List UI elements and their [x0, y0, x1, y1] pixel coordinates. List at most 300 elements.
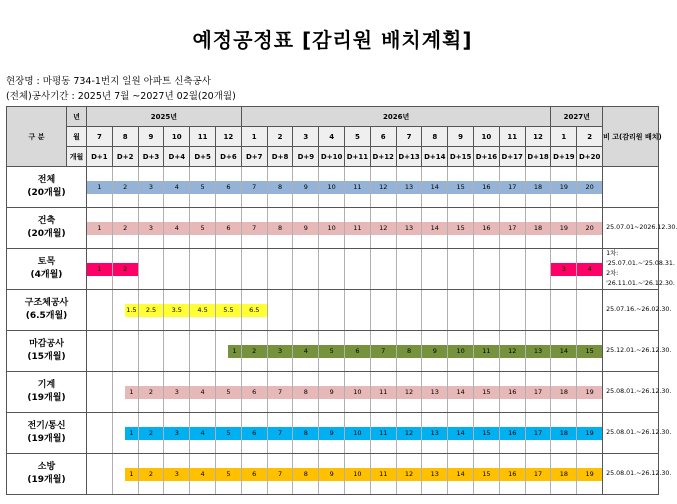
month-cell: [448, 372, 474, 413]
period-header: D+19: [551, 147, 577, 167]
month-cell: [345, 331, 371, 372]
schedule-bar-segment: 3: [268, 345, 293, 358]
period-header: D+18: [525, 147, 551, 167]
schedule-bar-segment: 8: [268, 181, 293, 194]
month-cell: [499, 454, 525, 495]
month-cell: [474, 249, 500, 290]
month-cell: [87, 167, 113, 208]
month-cell: [190, 331, 216, 372]
period-header: D+20: [577, 147, 603, 167]
month-cell: [293, 249, 319, 290]
month-cell: [164, 208, 190, 249]
month-cell: [241, 208, 267, 249]
month-cell: [319, 372, 345, 413]
schedule-bar-segment: 15: [474, 386, 499, 399]
month-header: 1: [551, 127, 577, 147]
month-cell: [267, 208, 293, 249]
schedule-bar-segment: 2: [242, 345, 267, 358]
month-cell: [215, 372, 241, 413]
month-cell: [551, 167, 577, 208]
period-header: D+9: [293, 147, 319, 167]
month-cell: [396, 372, 422, 413]
month-cell: [267, 331, 293, 372]
schedule-bar-segment: 1: [87, 263, 112, 276]
month-cell: [525, 413, 551, 454]
period-header: D+13: [396, 147, 422, 167]
month-cell: [577, 167, 603, 208]
month-cell: [190, 454, 216, 495]
month-cell: [422, 454, 448, 495]
month-cell: [370, 331, 396, 372]
month-header: 8: [112, 127, 138, 147]
month-cell: [422, 208, 448, 249]
month-cell: [241, 249, 267, 290]
row-note: [603, 413, 672, 454]
period-header: D+15: [448, 147, 474, 167]
month-cell: [241, 413, 267, 454]
schedule-bar-segment: 8: [293, 386, 318, 399]
schedule-row: [7, 167, 659, 208]
month-cell: [112, 208, 138, 249]
schedule-bar-segment: 5: [216, 468, 241, 481]
schedule-bar-segment: 1: [125, 468, 137, 481]
month-cell: [448, 167, 474, 208]
month-cell: [215, 290, 241, 331]
period-header: D+17: [499, 147, 525, 167]
month-cell: [241, 290, 267, 331]
schedule-bar-segment: 16: [474, 181, 499, 194]
row-name: 소방: [37, 462, 56, 472]
row-duration: (20개월): [27, 229, 66, 239]
month-cell: [241, 167, 267, 208]
schedule-bar-segment: 17: [526, 468, 551, 481]
schedule-bar-segment: 11: [345, 222, 370, 235]
month-cell: [551, 372, 577, 413]
schedule-bar-segment: 2: [139, 427, 164, 440]
schedule-bar-segment: 4: [164, 181, 189, 194]
schedule-bar-segment: 2: [113, 222, 138, 235]
schedule-bar-segment: 1: [125, 427, 137, 440]
month-cell: [525, 167, 551, 208]
month-cell: [138, 413, 164, 454]
month-cell: [345, 413, 371, 454]
schedule-bar-segment: 3: [139, 222, 164, 235]
month-cell: [551, 249, 577, 290]
month-cell: [370, 454, 396, 495]
month-cell: [138, 249, 164, 290]
schedule-bar-segment: 12: [500, 345, 525, 358]
schedule-bar-segment: 17: [500, 181, 525, 194]
schedule-bar-segment: 3: [139, 181, 164, 194]
period-header: D+1: [87, 147, 113, 167]
row-category: [7, 413, 87, 454]
month-cell: [138, 208, 164, 249]
period-header: D+14: [422, 147, 448, 167]
row-duration: (19개월): [27, 434, 66, 444]
month-cell: [112, 372, 138, 413]
schedule-bar-segment: 9: [422, 345, 447, 358]
row-name: 건축: [37, 216, 56, 226]
month-cell: [422, 290, 448, 331]
schedule-bar-segment: 14: [448, 386, 473, 399]
month-cell: [215, 413, 241, 454]
note-line: 1차: '25.07.01.~'25.08.31.: [606, 250, 675, 267]
period-header: D+12: [370, 147, 396, 167]
month-cell: [370, 290, 396, 331]
month-cell: [499, 413, 525, 454]
month-cell: [525, 454, 551, 495]
period-header: D+16: [474, 147, 500, 167]
schedule-bar-segment: 12: [397, 468, 422, 481]
month-cell: [138, 290, 164, 331]
schedule-bar-segment: 6: [345, 345, 370, 358]
schedule-bar-segment: 3: [551, 263, 576, 276]
month-cell: [499, 208, 525, 249]
month-cell: [215, 167, 241, 208]
month-cell: [551, 454, 577, 495]
period-header: D+6: [215, 147, 241, 167]
month-header: 1: [241, 127, 267, 147]
month-header: 4: [319, 127, 345, 147]
month-cell: [577, 372, 603, 413]
note-line: 25.07.16.~26.02.30.: [606, 306, 672, 313]
schedule-bar-segment: 7: [268, 386, 293, 399]
month-cell: [551, 413, 577, 454]
schedule-bar-segment: 12: [397, 427, 422, 440]
month-cell: [551, 208, 577, 249]
schedule-bar-segment: 12: [371, 181, 396, 194]
month-cell: [293, 454, 319, 495]
schedule-bar-segment: 16: [500, 386, 525, 399]
schedule-bar-segment: 4: [190, 386, 215, 399]
schedule-bar-segment: 4.5: [190, 304, 215, 317]
month-cell: [345, 454, 371, 495]
schedule-bar-segment: 18: [551, 468, 576, 481]
month-header: 10: [474, 127, 500, 147]
schedule-bar-segment: 5: [319, 345, 344, 358]
schedule-bar-segment: 3.5: [164, 304, 189, 317]
month-cell: [87, 372, 113, 413]
schedule-bar-segment: 12: [371, 222, 396, 235]
period-header: D+10: [319, 147, 345, 167]
schedule-bar-segment: 18: [551, 427, 576, 440]
schedule-bar-segment: 6: [242, 468, 267, 481]
month-cell: [319, 167, 345, 208]
schedule-bar-segment: 3: [164, 468, 189, 481]
period-label: 개월: [67, 147, 87, 167]
year-label: 년: [67, 107, 87, 127]
schedule-bar-segment: 11: [345, 181, 370, 194]
month-cell: [370, 167, 396, 208]
month-cell: [422, 167, 448, 208]
period-header: D+4: [164, 147, 190, 167]
schedule-row: [7, 290, 659, 331]
schedule-bar-segment: 19: [551, 181, 576, 194]
schedule-bar-segment: 17: [526, 386, 551, 399]
month-cell: [551, 290, 577, 331]
schedule-bar-segment: 18: [526, 181, 551, 194]
schedule-bar-segment: 15: [448, 222, 473, 235]
month-cell: [474, 208, 500, 249]
month-cell: [370, 372, 396, 413]
month-cell: [499, 167, 525, 208]
month-cell: [577, 290, 603, 331]
month-header: 3: [293, 127, 319, 147]
month-cell: [138, 331, 164, 372]
year-header: 2027년: [551, 107, 603, 127]
schedule-bar-segment: 18: [551, 386, 576, 399]
schedule-bar-segment: 7: [242, 181, 267, 194]
month-cell: [112, 454, 138, 495]
month-cell: [164, 331, 190, 372]
month-cell: [241, 454, 267, 495]
schedule-bar-segment: 9: [319, 427, 344, 440]
month-header: 6: [370, 127, 396, 147]
schedule-row: [7, 372, 659, 413]
month-cell: [448, 454, 474, 495]
month-header: 8: [422, 127, 448, 147]
month-cell: [370, 208, 396, 249]
month-header: 5: [345, 127, 371, 147]
schedule-bar-segment: 8: [293, 468, 318, 481]
month-cell: [396, 208, 422, 249]
month-cell: [164, 249, 190, 290]
month-cell: [319, 454, 345, 495]
row-duration: (4개월): [30, 270, 63, 280]
schedule-bar-segment: 11: [474, 345, 499, 358]
schedule-bar-segment: 7: [371, 345, 396, 358]
month-cell: [293, 372, 319, 413]
month-cell: [448, 413, 474, 454]
month-cell: [577, 331, 603, 372]
month-cell: [87, 331, 113, 372]
schedule-bar-segment: 14: [551, 345, 576, 358]
note-line: 2차: '26.11.01.~'26.12.30.: [606, 270, 675, 287]
period-header: D+3: [138, 147, 164, 167]
month-cell: [448, 249, 474, 290]
row-category: [7, 331, 87, 372]
row-note: [603, 290, 672, 331]
month-cell: [345, 249, 371, 290]
schedule-bar-segment: 10: [345, 427, 370, 440]
month-cell: [87, 413, 113, 454]
row-category: [7, 167, 87, 208]
month-cell: [525, 249, 551, 290]
schedule-bar-segment: 4: [577, 263, 602, 276]
month-header: 7: [87, 127, 113, 147]
schedule-bar-segment: 3: [164, 427, 189, 440]
month-header: 2: [577, 127, 603, 147]
note-line: 25.08.01.~26.12.30.: [606, 470, 672, 477]
month-cell: [319, 290, 345, 331]
month-cell: [241, 331, 267, 372]
schedule-bar-segment: 7: [242, 222, 267, 235]
schedule-bar-segment: 18: [526, 222, 551, 235]
schedule-bar-segment: 1: [87, 222, 112, 235]
schedule-bar-segment: 13: [422, 386, 447, 399]
schedule-bar-segment: 6.5: [242, 304, 267, 317]
row-duration: (19개월): [27, 475, 66, 485]
month-cell: [345, 290, 371, 331]
month-cell: [267, 167, 293, 208]
schedule-bar-segment: 9: [293, 181, 318, 194]
schedule-bar-segment: 9: [293, 222, 318, 235]
month-header: 2: [267, 127, 293, 147]
schedule-bar-segment: 2: [139, 468, 164, 481]
month-cell: [293, 290, 319, 331]
schedule-bar-segment: 19: [551, 222, 576, 235]
schedule-bar-segment: 20: [577, 181, 602, 194]
month-cell: [138, 167, 164, 208]
month-cell: [112, 413, 138, 454]
month-cell: [474, 290, 500, 331]
month-cell: [87, 290, 113, 331]
month-cell: [577, 454, 603, 495]
schedule-bar-segment: 10: [345, 386, 370, 399]
month-header: 11: [499, 127, 525, 147]
schedule-bar-segment: 15: [448, 181, 473, 194]
month-cell: [267, 249, 293, 290]
month-cell: [190, 167, 216, 208]
row-name: 토목: [37, 257, 56, 267]
schedule-bar-segment: 13: [397, 222, 422, 235]
schedule-bar-segment: 15: [474, 427, 499, 440]
schedule-bar-segment: 11: [371, 386, 396, 399]
row-note: [603, 249, 675, 290]
month-cell: [577, 413, 603, 454]
schedule-bar-segment: 10: [319, 181, 344, 194]
month-header: 10: [164, 127, 190, 147]
row-name: 전체: [37, 175, 56, 185]
schedule-bar-segment: 20: [577, 222, 602, 235]
month-cell: [345, 208, 371, 249]
schedule-bar-segment: 7: [268, 427, 293, 440]
month-cell: [577, 208, 603, 249]
schedule-bar-segment: 13: [422, 427, 447, 440]
schedule-bar-segment: 1: [87, 181, 112, 194]
month-cell: [164, 372, 190, 413]
schedule-bar-segment: 5: [216, 386, 241, 399]
month-cell: [190, 413, 216, 454]
row-duration: (20개월): [27, 188, 66, 198]
construction-period: (전체)공사기간 : 2025년 7월 ~2027년 02월(20개월): [6, 91, 236, 102]
schedule-bar-segment: 2: [139, 386, 164, 399]
month-cell: [396, 249, 422, 290]
schedule-bar-segment: 10: [345, 468, 370, 481]
row-duration: (19개월): [27, 393, 66, 403]
month-cell: [215, 454, 241, 495]
schedule-bar-segment: 7: [268, 468, 293, 481]
schedule-row: [7, 454, 659, 495]
month-cell: [319, 249, 345, 290]
month-cell: [474, 372, 500, 413]
month-header: 7: [396, 127, 422, 147]
month-cell: [112, 331, 138, 372]
schedule-bar-segment: 1: [228, 345, 240, 358]
schedule-bar-segment: 10: [448, 345, 473, 358]
note-line: 25.08.01.~26.12.30.: [606, 429, 672, 436]
schedule-bar-segment: 4: [164, 222, 189, 235]
month-cell: [525, 290, 551, 331]
schedule-bar-segment: 3: [164, 386, 189, 399]
month-cell: [525, 372, 551, 413]
schedule-bar-segment: 14: [422, 181, 447, 194]
month-cell: [474, 454, 500, 495]
row-note: [603, 331, 672, 372]
month-cell: [112, 249, 138, 290]
year-header: 2026년: [241, 107, 551, 127]
month-cell: [87, 454, 113, 495]
month-cell: [396, 167, 422, 208]
site-name: 현장명 : 마평동 734-1번지 일원 아파트 신축공사: [6, 76, 211, 87]
year-header: 2025년: [87, 107, 242, 127]
month-cell: [396, 413, 422, 454]
month-cell: [499, 372, 525, 413]
month-cell: [474, 413, 500, 454]
row-name: 구조체공사: [24, 298, 69, 308]
schedule-row: [7, 331, 659, 372]
month-cell: [499, 249, 525, 290]
schedule-bar-segment: 6: [216, 222, 241, 235]
schedule-bar-segment: 5: [190, 181, 215, 194]
schedule-bar-segment: 14: [422, 222, 447, 235]
period-header: D+5: [190, 147, 216, 167]
schedule-bar-segment: 17: [500, 222, 525, 235]
month-cell: [499, 331, 525, 372]
month-header: 11: [190, 127, 216, 147]
month-cell: [448, 208, 474, 249]
month-cell: [267, 413, 293, 454]
row-name: 마감공사: [29, 339, 64, 349]
schedule-bar-segment: 16: [500, 427, 525, 440]
month-cell: [164, 290, 190, 331]
period-header: D+8: [267, 147, 293, 167]
month-cell: [551, 331, 577, 372]
row-category: [7, 372, 87, 413]
schedule-bar-segment: 5: [190, 222, 215, 235]
period-header: D+7: [241, 147, 267, 167]
row-note: [603, 372, 672, 413]
row-note: [603, 208, 677, 249]
month-cell: [448, 331, 474, 372]
month-cell: [345, 372, 371, 413]
month-cell: [345, 167, 371, 208]
schedule-bar-segment: 8: [268, 222, 293, 235]
schedule-bar-segment: 13: [526, 345, 551, 358]
month-label: 월: [67, 127, 87, 147]
schedule-bar-segment: 6: [242, 427, 267, 440]
period-header: D+2: [112, 147, 138, 167]
schedule-bar-segment: 13: [422, 468, 447, 481]
month-header: 9: [448, 127, 474, 147]
note-line: 25.12.01.~26.12.30.: [606, 347, 672, 354]
schedule-bar-segment: 2: [113, 263, 138, 276]
row-note: [603, 167, 659, 208]
month-cell: [319, 413, 345, 454]
month-cell: [422, 372, 448, 413]
month-cell: [422, 331, 448, 372]
schedule-bar-segment: 4: [293, 345, 318, 358]
month-cell: [293, 208, 319, 249]
month-cell: [396, 331, 422, 372]
month-cell: [138, 372, 164, 413]
schedule-bar-segment: 8: [397, 345, 422, 358]
note-line: 25.07.01~2026.12.30.: [606, 224, 677, 231]
row-category: [7, 454, 87, 495]
schedule-bar-segment: 13: [397, 181, 422, 194]
month-cell: [448, 290, 474, 331]
schedule-bar-segment: 19: [577, 427, 602, 440]
